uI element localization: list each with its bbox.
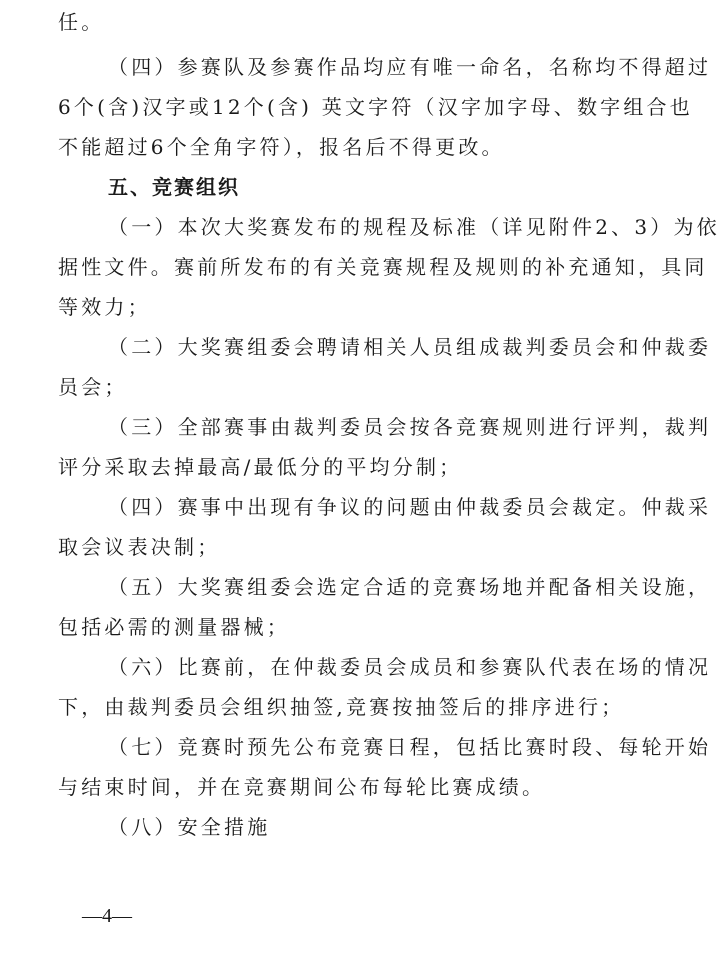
item-8-line-1: （八）安全措施: [108, 815, 271, 839]
item-7-line-2: 与结束时间，并在竞赛期间公布每轮比赛成绩。: [58, 775, 546, 799]
item-1-line-1: （一）本次大奖赛发布的规程及标准（详见附件2、3）为依: [108, 215, 720, 239]
page-number: —4—: [82, 905, 132, 927]
item-5-line-1: （五）大奖赛组委会选定合适的竞赛场地并配备相关设施，: [108, 575, 712, 599]
item-1-line-2: 据性文件。赛前所发布的有关竞赛规程及规则的补充通知，具同: [58, 255, 708, 279]
paragraph-4-line-2: 6个(含)汉字或12个(含) 英文字符（汉字加字母、数字组合也: [58, 95, 693, 119]
item-1-line-3: 等效力；: [58, 295, 151, 319]
item-6-line-1: （六）比赛前，在仲裁委员会成员和参赛队代表在场的情况: [108, 655, 712, 679]
paragraph-4-line-1: （四）参赛队及参赛作品均应有唯一命名，名称均不得超过: [108, 55, 712, 79]
item-4-line-1: （四）赛事中出现有争议的问题由仲裁委员会裁定。仲裁采: [108, 495, 712, 519]
section-heading: 五、竞赛组织: [108, 175, 240, 199]
text-line: 任。: [58, 10, 105, 34]
item-2-line-2: 员会；: [58, 375, 128, 399]
item-2-line-1: （二）大奖赛组委会聘请相关人员组成裁判委员会和仲裁委: [108, 335, 712, 359]
paragraph-4-line-3: 不能超过6个全角字符），报名后不得更改。: [58, 135, 505, 159]
item-4-line-2: 取会议表决制；: [58, 535, 221, 559]
item-5-line-2: 包括必需的测量器械；: [58, 615, 290, 639]
item-6-line-2: 下，由裁判委员会组织抽签,竞赛按抽签后的排序进行；: [58, 695, 625, 719]
item-3-line-1: （三）全部赛事由裁判委员会按各竞赛规则进行评判，裁判: [108, 415, 712, 439]
item-7-line-1: （七）竞赛时预先公布竞赛日程，包括比赛时段、每轮开始: [108, 735, 712, 759]
item-3-line-2: 评分采取去掉最高/最低分的平均分制；: [58, 455, 463, 479]
